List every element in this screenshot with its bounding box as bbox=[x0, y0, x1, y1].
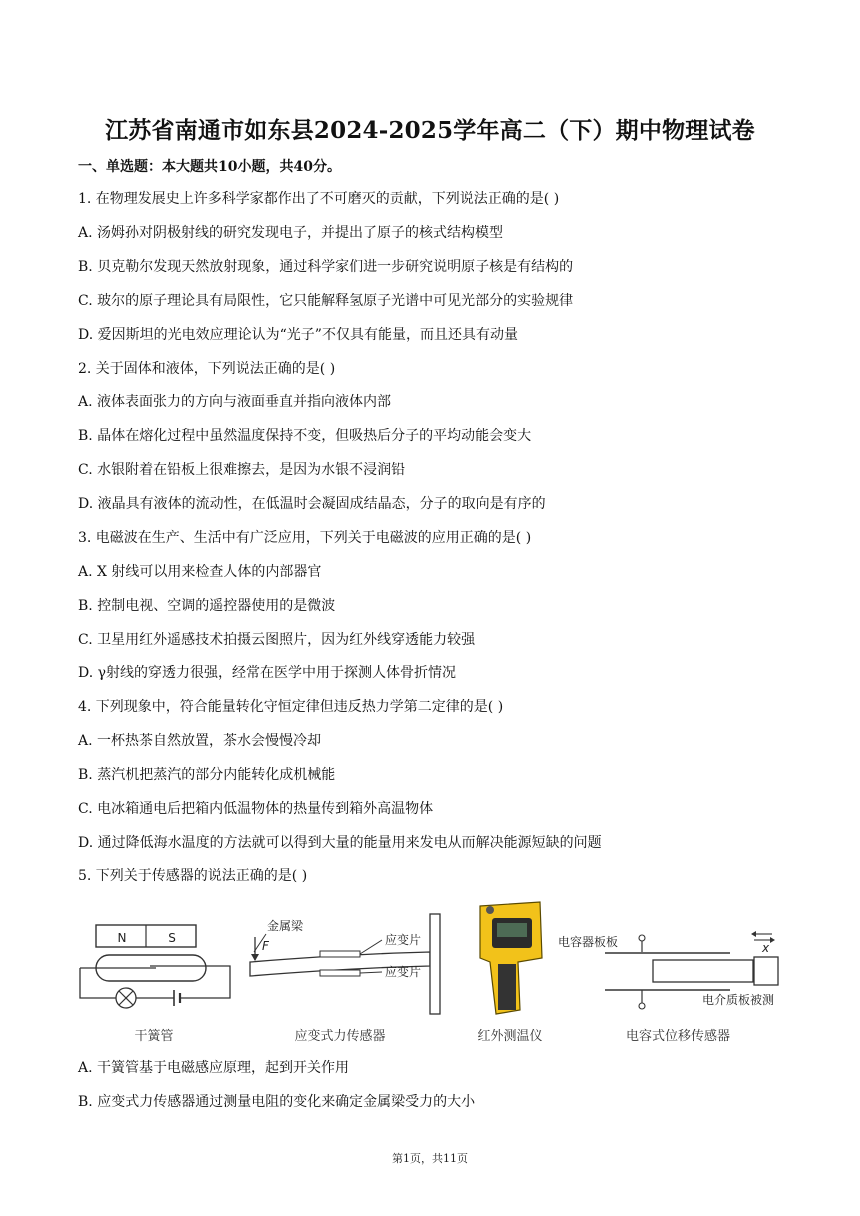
option-3b: B. 控制电视、空调的遥控器使用的是微波 bbox=[78, 598, 336, 614]
strain-gauge-label-2: 应变片 bbox=[385, 965, 422, 979]
option-1c: C. 玻尔的原子理论具有局限性，它只能解释氢原子光谱中可见光部分的实验规律 bbox=[78, 293, 574, 309]
option-5a: A. 干簧管基于电磁感应原理，起到开关作用 bbox=[78, 1060, 350, 1076]
reed-switch-diagram bbox=[80, 925, 230, 1044]
option-2c: C. 水银附着在铅板上很难擦去，是因为水银不浸润铅 bbox=[78, 462, 406, 478]
infrared-thermometer-diagram bbox=[477, 902, 542, 1044]
dielectric-label: 电介质板 bbox=[702, 993, 751, 1007]
strain-gauge-label-1: 应变片 bbox=[385, 933, 422, 947]
reed-switch-caption: 干簧管 bbox=[134, 1029, 174, 1044]
sensor-figure bbox=[70, 900, 790, 1050]
option-4b: B. 蒸汽机把蒸汽的部分内能转化成机械能 bbox=[78, 767, 336, 783]
option-2b: B. 晶体在熔化过程中虽然温度保持不变，但吸热后分子的平均动能会变大 bbox=[78, 428, 532, 444]
question-1: 1. 在物理发展史上许多科学家都作出了不可磨灭的贡献，下列说法正确的是( ) bbox=[78, 191, 560, 207]
question-5: 5. 下列关于传感器的说法正确的是( ) bbox=[78, 868, 308, 884]
option-1a: A. 汤姆孙对阴极射线的研究发现电子，并提出了原子的核式结构模型 bbox=[78, 225, 504, 241]
option-1d: D. 爱因斯坦的光电效应理论认为“光子”不仅具有能量，而且还具有动量 bbox=[78, 327, 518, 343]
thermometer-grip bbox=[498, 964, 516, 1010]
option-3c: C. 卫星用红外遥感技术拍摄云图照片，因为红外线穿透能力较强 bbox=[78, 632, 476, 648]
beam-label: 金属梁 bbox=[267, 919, 304, 933]
capacitive-caption: 电容式位移传感器 bbox=[625, 1029, 731, 1044]
capacitive-sensor-diagram bbox=[558, 931, 778, 1044]
option-4c: C. 电冰箱通电后把箱内低温物体的热量传到箱外高温物体 bbox=[78, 801, 434, 817]
measured-object bbox=[754, 957, 778, 985]
displacement-x-label: x bbox=[762, 941, 770, 955]
force-label: F bbox=[262, 939, 269, 953]
option-1b: B. 贝克勒尔发现天然放射现象，通过科学家们进一步研究说明原子核是有结构的 bbox=[78, 259, 574, 275]
magnet-n-label: N bbox=[117, 931, 127, 945]
exam-title: 江苏省南通市如东县2024-2025学年高二（下）期中物理试卷 bbox=[105, 117, 755, 144]
measured-label: 被测 bbox=[750, 993, 775, 1007]
option-3d: D. γ射线的穿透力很强，经常在医学中用于探测人体骨折情况 bbox=[78, 665, 456, 681]
strain-gauge-diagram bbox=[250, 914, 440, 1044]
question-4: 4. 下列现象中，符合能量转化守恒定律但违反热力学第二定律的是( ) bbox=[78, 699, 504, 715]
wall-mount bbox=[430, 914, 440, 1014]
question-3: 3. 电磁波在生产、生活中有广泛应用，下列关于电磁波的应用正确的是( ) bbox=[78, 530, 532, 546]
strain-gauge-caption: 应变式力传感器 bbox=[294, 1029, 386, 1044]
option-2a: A. 液体表面张力的方向与液面垂直并指向液体内部 bbox=[78, 394, 392, 410]
thermometer-caption: 红外测温仪 bbox=[477, 1029, 543, 1044]
magnet-s-label: S bbox=[168, 931, 176, 945]
plate-label: 电容器板板 bbox=[558, 935, 619, 949]
page-footer: 第1页，共11页 bbox=[392, 1152, 468, 1165]
option-4a: A. 一杯热茶自然放置，茶水会慢慢冷却 bbox=[78, 733, 322, 749]
section-heading: 一、单选题：本大题共10小题，共40分。 bbox=[78, 159, 341, 175]
dielectric-plate bbox=[653, 960, 753, 982]
option-5b: B. 应变式力传感器通过测量电阻的变化来确定金属梁受力的大小 bbox=[78, 1094, 476, 1110]
option-3a: A. X 射线可以用来检查人体的内部器官 bbox=[78, 564, 322, 580]
option-2d: D. 液晶具有液体的流动性，在低温时会凝固成结晶态，分子的取向是有序的 bbox=[78, 496, 546, 512]
option-4d: D. 通过降低海水温度的方法就可以得到大量的能量用来发电从而解决能源短缺的问题 bbox=[78, 835, 602, 851]
question-2: 2. 关于固体和液体，下列说法正确的是( ) bbox=[78, 361, 336, 377]
